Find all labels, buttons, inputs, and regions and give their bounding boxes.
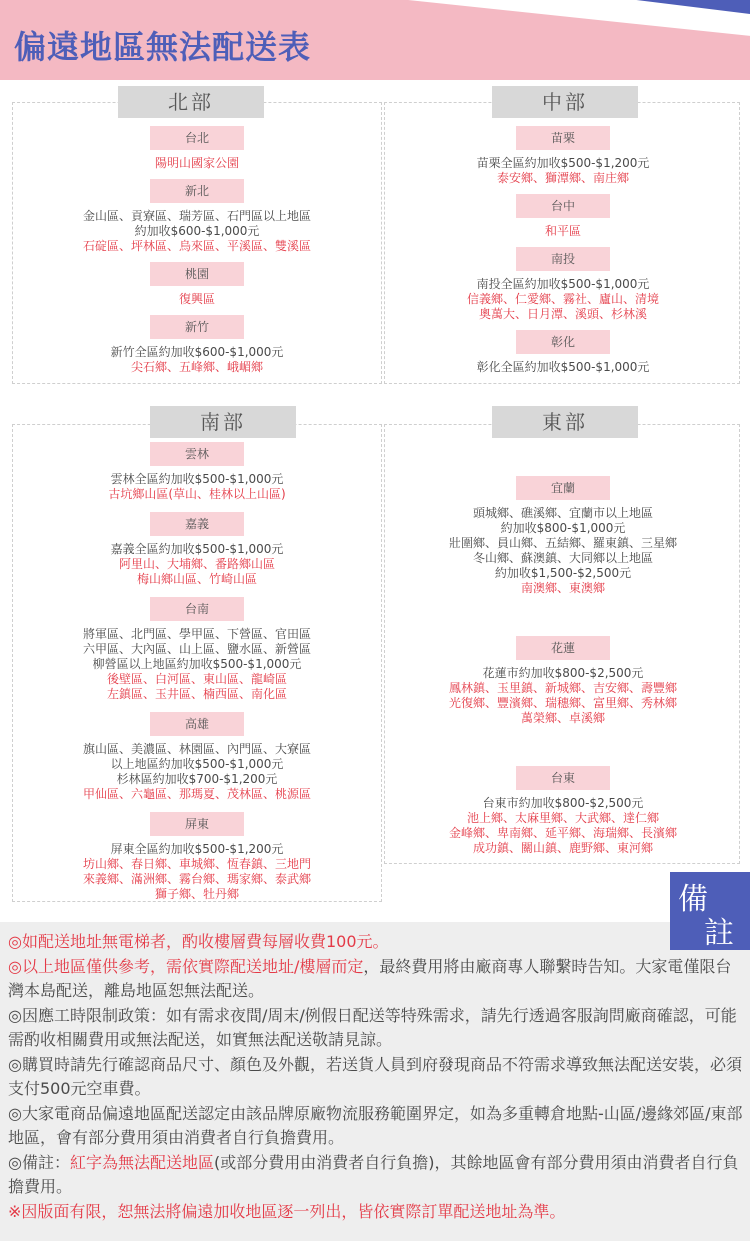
undeliverable-area-text: 復興區 (178, 292, 215, 306)
undeliverable-area-text: 古坑鄉山區(草山、桂林以上山區) (108, 487, 286, 501)
page-title: 偏遠地區無法配送表 (14, 28, 312, 66)
south-title: 南部 (150, 406, 296, 438)
surcharge-text: 嘉義全區約加收$500-$1,000元 (110, 542, 284, 556)
north-title: 北部 (118, 86, 264, 118)
notes-label-char-1: 備 (678, 882, 708, 917)
surcharge-text: 六甲區、大內區、山上區、鹽水區、新營區 (82, 642, 311, 656)
note-item (8, 930, 743, 954)
region-county-tag: 台東 (516, 766, 610, 790)
surcharge-text: 金山區、貢寮區、瑞芳區、石門區以上地區 (82, 209, 311, 223)
surcharge-text: 雲林全區約加收$500-$1,000元 (110, 472, 284, 486)
region-county-tag: 新竹 (150, 315, 244, 339)
surcharge-text: 頭城鄉、礁溪鄉、宜蘭市以上地區 (472, 506, 653, 520)
region-county-tag: 屏東 (150, 812, 244, 836)
surcharge-text: 彰化全區約加收$500-$1,000元 (476, 360, 650, 374)
undeliverable-area-text: 萬榮鄉、卓溪鄉 (520, 711, 605, 725)
surcharge-text: 花蓮市約加收$800-$2,500元 (482, 666, 644, 680)
east-title: 東部 (492, 406, 638, 438)
surcharge-text: 台東市約加收$800-$2,500元 (482, 796, 644, 810)
surcharge-text: 苗栗全區約加收$500-$1,200元 (476, 156, 650, 170)
surcharge-text: 約加收$1,500-$2,500元 (494, 566, 632, 580)
undeliverable-area-text: 池上鄉、太麻里鄉、大武鄉、達仁鄉 (466, 811, 659, 825)
note-text: ◎備註： (8, 1153, 70, 1172)
region-county-tag: 花蓮 (516, 636, 610, 660)
undeliverable-area-text: 信義鄉、仁愛鄉、霧社、廬山、清境 (466, 292, 659, 306)
surcharge-text: 屏東全區約加收$500-$1,200元 (110, 842, 284, 856)
note-item: ◎購買時請先行確認商品尺寸、顏色及外觀，若送貨人員到府發現商品不符需求導致無法配送安裝，必須支付500元空車費。 (8, 1055, 742, 1098)
region-county-tag: 彰化 (516, 330, 610, 354)
undeliverable-area-text: 來義鄉、滿洲鄉、霧台鄉、瑪家鄉、泰武鄉 (82, 872, 311, 886)
region-county-tag: 台中 (516, 194, 610, 218)
page-header (0, 0, 750, 80)
undeliverable-area-text: 甲仙區、六龜區、那瑪夏、茂林區、桃源區 (82, 787, 311, 801)
undeliverable-area-text: 和平區 (544, 224, 581, 238)
surcharge-text: 南投全區約加收$500-$1,000元 (476, 277, 650, 291)
surcharge-text: 旗山區、美濃區、林園區、內門區、大寮區 (82, 742, 311, 756)
region-county-tag: 雲林 (150, 442, 244, 466)
surcharge-text: 冬山鄉、蘇澳鎮、大同鄉以上地區 (472, 551, 653, 565)
surcharge-text: 壯圍鄉、員山鄉、五結鄉、羅東鎮、三星鄉 (448, 536, 677, 550)
note-text: ，最終費用將由廠商專人聯繫時告知。大家電僅限台灣本島配送，離島地區恕無法配送。 (8, 957, 732, 1000)
surcharge-text: 約加收$800-$1,000元 (500, 521, 626, 535)
region-county-tag: 台南 (150, 597, 244, 621)
note-item: ※因版面有限，恕無法將偏遠加收地區逐一列出，皆依實際訂單配送地址為準。 (8, 1202, 566, 1221)
region-county-tag: 台北 (150, 126, 244, 150)
undeliverable-area-text: 後壁區、白河區、東山區、龍崎區 (106, 672, 287, 686)
undeliverable-area-text: 獅子鄉、牡丹鄉 (154, 887, 239, 901)
undeliverable-area-text: 金峰鄉、卑南鄉、延平鄉、海瑞鄉、長濱鄉 (448, 826, 677, 840)
undeliverable-area-text: 尖石鄉、五峰鄉、峨嵋鄉 (130, 360, 263, 374)
undeliverable-area-text: 阿里山、大埔鄉、番路鄉山區 (118, 557, 275, 571)
region-county-tag: 嘉義 (150, 512, 244, 536)
region-county-tag: 宜蘭 (516, 476, 610, 500)
notes-list (8, 930, 743, 1225)
surcharge-text: 將軍區、北門區、學甲區、下營區、官田區 (82, 627, 311, 641)
note-text: (或部分費用由消費者自行負擔)，其餘地區會有部分費用須由消費者自行負擔費用。 (8, 1153, 739, 1196)
undeliverable-area-text: 奧萬大、日月潭、溪頭、杉林溪 (478, 307, 647, 321)
note-text-red: 紅字為無法配送地區 (69, 1153, 214, 1172)
note-item: ◎大家電商品偏遠地區配送認定由該品牌原廠物流服務範圍界定，如為多重轉倉地點-山區/邊緣郊區/東部地區，會有部分費用須由消費者自行負擔費用。 (8, 1104, 743, 1147)
undeliverable-area-text: 坊山鄉、春日鄉、車城鄉、恆春鎮、三地門 (82, 857, 311, 871)
surcharge-text: 杉林區約加收$700-$1,200元 (116, 772, 278, 786)
note-item: ◎因應工時限制政策：如有需求夜間/周末/例假日配送等特殊需求，請先行透過客服詢問廠商確認，可能需酌收相關費用或無法配送，如實無法配送敬請見諒。 (8, 1006, 737, 1049)
region-county-tag: 南投 (516, 247, 610, 271)
south-list (22, 442, 372, 902)
undeliverable-area-text: 石碇區、坪林區、烏來區、平溪區、雙溪區 (82, 239, 311, 253)
undeliverable-area-text: 泰安鄉、獅潭鄉、南庄鄉 (496, 171, 629, 185)
undeliverable-area-text: 鳳林鎮、玉里鎮、新城鄉、吉安鄉、壽豐鄉 (448, 681, 677, 695)
region-county-tag: 桃園 (150, 262, 244, 286)
note-text-red: ◎以上地區僅供參考，需依實際配送地址/樓層而定 (8, 957, 364, 976)
note-item (8, 1151, 743, 1199)
note-item (8, 955, 743, 1003)
undeliverable-area-text: 光復鄉、豐濱鄉、瑞穗鄉、富里鄉、秀林鄉 (448, 696, 677, 710)
undeliverable-area-text: 左鎮區、玉井區、楠西區、南化區 (106, 687, 287, 701)
undeliverable-area-text: 陽明山國家公園 (154, 156, 239, 170)
region-county-tag: 新北 (150, 179, 244, 203)
east-list (386, 476, 740, 856)
surcharge-text: 新竹全區約加收$600-$1,000元 (110, 345, 284, 359)
undeliverable-area-text: 南澳鄉、東澳鄉 (520, 581, 605, 595)
north-list (22, 126, 372, 375)
surcharge-text: 約加收$600-$1,000元 (134, 224, 260, 238)
notes-label-char-2: 註 (704, 916, 734, 951)
central-list (386, 126, 740, 375)
central-title: 中部 (492, 86, 638, 118)
region-county-tag: 苗栗 (516, 126, 610, 150)
region-county-tag: 高雄 (150, 712, 244, 736)
surcharge-text: 以上地區約加收$500-$1,000元 (110, 757, 284, 771)
undeliverable-area-text: 成功鎮、關山鎮、鹿野鄉、東河鄉 (472, 841, 653, 855)
note-text: ◎如配送地址無電梯者，酌收樓層費每層收費100元。 (8, 932, 389, 951)
undeliverable-area-text: 梅山鄉山區、竹崎山區 (136, 572, 257, 586)
header-decoration-stripe (249, 0, 750, 56)
surcharge-text: 柳營區以上地區約加收$500-$1,000元 (92, 657, 302, 671)
